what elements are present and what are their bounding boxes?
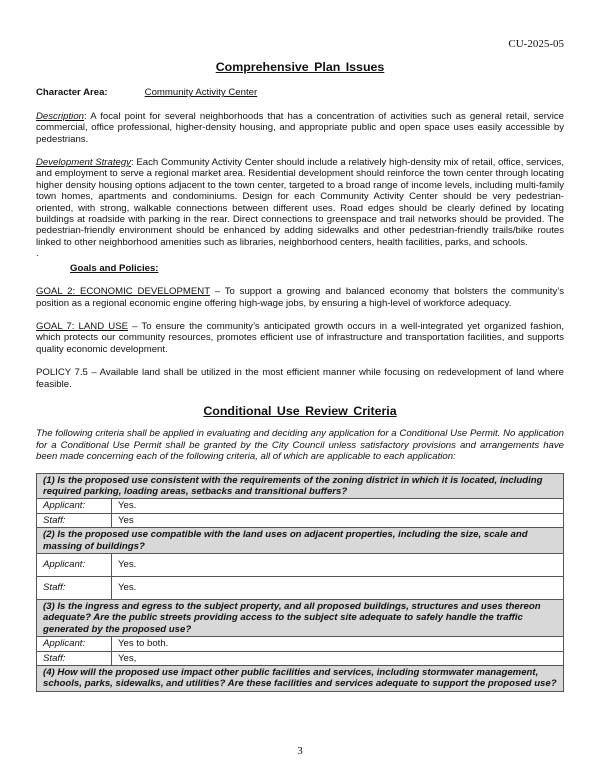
stray-dot: . xyxy=(36,248,39,260)
page-content xyxy=(36,62,564,692)
staff-row xyxy=(37,577,564,600)
applicant-label: Applicant: xyxy=(37,499,112,513)
goal-7-paragraph xyxy=(36,321,564,355)
applicant-answer-2: Yes. xyxy=(112,554,564,577)
goal-2-label: GOAL 2: ECONOMIC DEVELOPMENT xyxy=(36,286,210,298)
description-text: : A focal point for several neighborhoods that has a concentration of activities such as general retail, service commercial, office professional, higher-density housing, and appropriate public and open space uses easily accessible by pedestrians. xyxy=(36,110,564,145)
staff-label: Staff: xyxy=(37,651,112,665)
staff-answer-1: Yes xyxy=(112,513,564,527)
criteria-intro: The following criteria shall be applied in evaluating and deciding any application for a Conditional Use Permit. No application for a Conditional Use Permit shall be granted by the City Council unless satisfactory provisions and arrangements have been made concerning each of the following criteria, all of which are applicable to each application: xyxy=(36,428,564,463)
criteria-question-row xyxy=(37,600,564,637)
criteria-question-4: (4) How will the proposed use impact other public facilities and services, including stormwater management, schools, parks, sidewalks, and utilities? Are these facilities and services adequate to support the proposed use? xyxy=(37,666,564,692)
criteria-title: Conditional Use Review Criteria xyxy=(203,403,397,418)
document-id: CU-2025-05 xyxy=(508,38,564,50)
applicant-row xyxy=(37,554,564,577)
applicant-answer-3: Yes to both. xyxy=(112,637,564,651)
character-area xyxy=(36,87,564,98)
strategy-text: : Each Community Activity Center should include a relatively high-density mix of retail, office, services, and employment to serve a regional market area. Residential development should reinforce the town center through locating higher density housing options adjacent to the town center, targeted to a broad range of income levels, including multi-family town homes, apartments and condominiums. Design for each Community Activity Center should be very pedestrian-oriented, with strong, walkable connections between different uses. Road edges should be clearly defined by locating buildings at roadside with parking in the rear. Direct connections to greenspace and trail networks should be provided. The pedestrian-friendly environment should be enhanced by adding sidewalks and other pedestrian-friendly trails/bike routes linked to other neighborhood amenities such as libraries, neighborhood centers, health facilities, parks, and schools. xyxy=(36,157,564,248)
criteria-question-2: (2) Is the proposed use compatible with the land uses on adjacent properties, including the size, scale and massing of buildings? xyxy=(37,528,564,554)
criteria-question-row xyxy=(37,528,564,554)
character-area-value: Community Activity Center xyxy=(144,87,258,99)
character-area-label: Character Area: xyxy=(36,87,108,99)
staff-answer-2: Yes. xyxy=(112,577,564,600)
staff-label: Staff: xyxy=(37,513,112,527)
applicant-label: Applicant: xyxy=(37,637,112,651)
staff-row xyxy=(37,651,564,665)
strategy-paragraph xyxy=(36,157,564,248)
strategy-term: Development Strategy xyxy=(36,157,131,169)
staff-label: Staff: xyxy=(37,577,112,600)
criteria-question-row xyxy=(37,666,564,692)
description-paragraph xyxy=(36,111,564,145)
criteria-question-row xyxy=(37,473,564,499)
goal-7-label: GOAL 7: LAND USE xyxy=(36,320,128,332)
applicant-row xyxy=(37,637,564,651)
applicant-answer-1: Yes. xyxy=(112,499,564,513)
applicant-label: Applicant: xyxy=(37,554,112,577)
comprehensive-plan-title: Comprehensive Plan Issues xyxy=(215,60,385,74)
goals-heading: Goals and Policies: xyxy=(70,262,159,274)
goal-7-text: – To ensure the community’s anticipated growth occurs in a well-integrated yet organized fashion, which protects our community resources, promotes efficient use of infrastructure and transportation facilities, and supports quality economic development. xyxy=(36,320,564,355)
goal-2-paragraph xyxy=(36,286,564,309)
criteria-table xyxy=(36,473,564,692)
page-number: 3 xyxy=(297,745,303,757)
applicant-row xyxy=(37,499,564,513)
staff-row xyxy=(37,513,564,527)
description-term: Description xyxy=(36,110,84,122)
criteria-question-1: (1) Is the proposed use consistent with the requirements of the zoning district in which it is located, including required parking, loading areas, setbacks and transitional buffers? xyxy=(37,473,564,499)
criteria-question-3: (3) Is the ingress and egress to the subject property, and all proposed buildings, structures and uses thereon adequate? Are the public streets providing access to the subject site adequate to safely handle the traffic generated by the proposed use? xyxy=(37,600,564,637)
staff-answer-3: Yes, xyxy=(112,651,564,665)
policy-7-5-paragraph: POLICY 7.5 – Available land shall be utilized in the most efficient manner while focusing on redevelopment of land where feasible. xyxy=(36,367,564,390)
goal-2-text: – To support a growing and balanced economy that bolsters the community’s position as a regional economic engine offering high-wage jobs, by ensuring a high-level of workforce adequacy. xyxy=(36,286,564,309)
